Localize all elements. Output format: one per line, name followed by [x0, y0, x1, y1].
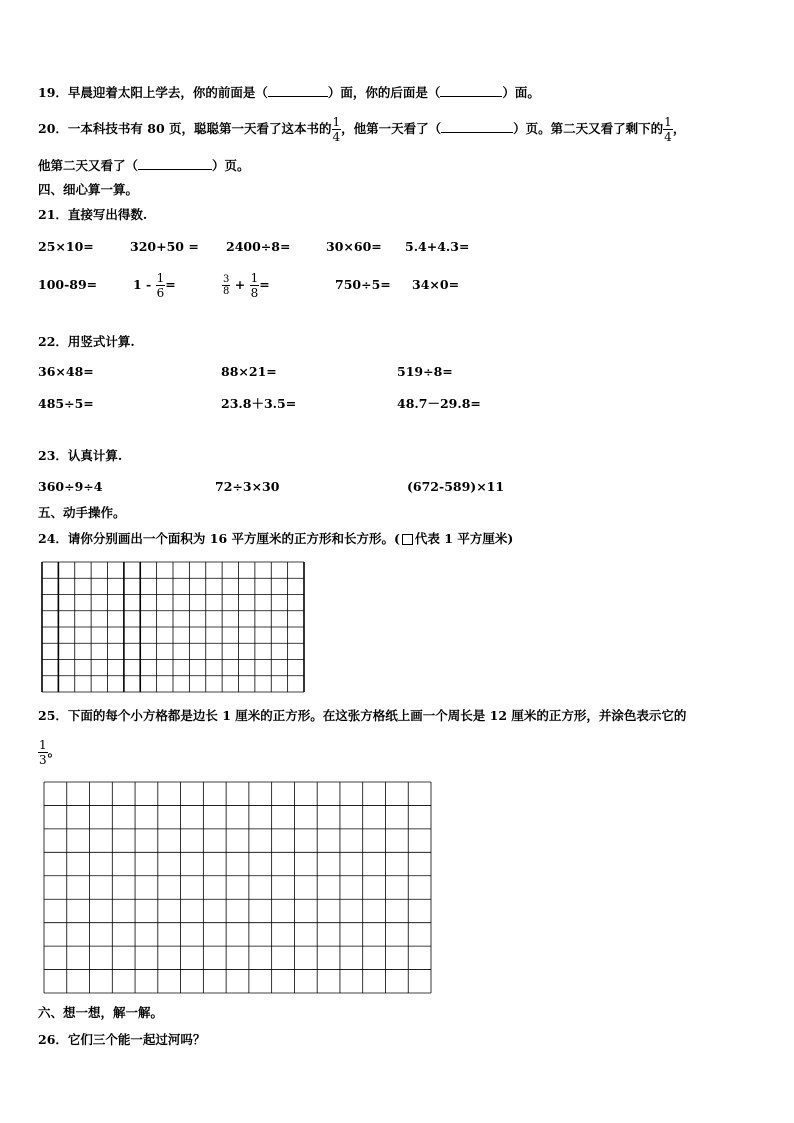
q20-text-b: ，他第一天看了（ [341, 121, 442, 136]
question-25: 25．下面的每个小方格都是边长 1 厘米的正方形。在这张方格纸上画一个周长是 12 厘米的正方形，并涂色表示它的 [38, 708, 687, 723]
q21-r2-c3-fraction-2: $\frac{1}{8}$ [250, 271, 259, 300]
q23-c2: 72÷3×30 [215, 479, 280, 494]
q22-title: 22．用竖式计算. [38, 334, 135, 349]
q20-text-a: 20．一本科技书有 80 页，聪聪第一天看了这本书的 [38, 121, 332, 136]
question-20 [38, 113, 685, 145]
q21-r2-c2-fraction: $\frac{1}{6}$ [156, 271, 165, 300]
q20-blank-1[interactable] [441, 120, 513, 133]
q21-r1-c4: 30×60= [326, 239, 382, 254]
question-19 [38, 84, 540, 101]
q23-c1: 360÷9÷4 [38, 479, 103, 494]
q21-title: 21．直接写出得数. [38, 207, 148, 222]
q20-blank-2[interactable] [138, 157, 212, 170]
q23-title: 23．认真计算. [38, 448, 123, 463]
q22-r1-c3: 519÷8= [397, 364, 453, 379]
q21-r2-c3-plus: + [234, 277, 246, 292]
q22-r1-c2: 88×21= [221, 364, 277, 379]
q22-r2-c2: 23.8＋3.5= [221, 396, 297, 411]
q21-r1-c2: 320+50 = [130, 239, 199, 254]
q19-text-a: 19．早晨迎着太阳上学去，你的前面是（ [38, 85, 268, 100]
q21-r2-c2 [133, 267, 176, 303]
question-20-line-2 [38, 157, 250, 174]
q25-fraction: $\frac{1}{3}$ [39, 738, 47, 767]
q21-r2-c2-pre: 1 - [133, 277, 152, 292]
q20-text-c: ）页。第二天又看了剩下的 [513, 121, 664, 136]
q21-r1-c1: 25×10= [38, 239, 94, 254]
q21-r1-c3: 2400÷8= [226, 239, 291, 254]
section-5-heading: 五、动手操作。 [38, 505, 126, 520]
q20-line2-b: ）页。 [212, 158, 250, 173]
q19-blank-1[interactable] [268, 84, 328, 97]
q22-r2-c1: 485÷5= [38, 396, 94, 411]
q21-r2-c4: 750÷5= [335, 277, 391, 292]
q24-text: 24．请你分别画出一个面积为 16 平方厘米的正方形和长方形。( [38, 531, 400, 546]
q22-r1-c1: 36×48= [38, 364, 94, 379]
q19-blank-2[interactable] [440, 84, 502, 97]
question-24 [38, 531, 513, 547]
q23-c3: (672-589)×11 [407, 479, 505, 494]
q21-r2-c2-eq: = [165, 277, 176, 292]
q21-r1-c5: 5.4+4.3= [405, 239, 470, 254]
q25-tail: 。 [47, 744, 61, 759]
q25-grid[interactable] [43, 781, 432, 994]
section-6-heading: 六、想一想，解一解。 [38, 1005, 164, 1020]
q24-unit-text: 代表 1 平方厘米) [414, 531, 514, 546]
q22-r2-c3: 48.7－29.8= [397, 396, 481, 411]
q20-line2-a: 他第二天又看了（ [38, 158, 139, 173]
q20-fraction-1: $\frac{1}{4}$ [332, 115, 341, 144]
q24-grid[interactable] [41, 561, 305, 693]
q21-r2-c1: 100-89= [38, 277, 98, 292]
section-4-heading: 四、细心算一算。 [38, 182, 139, 197]
q20-fraction-2: $\frac{1}{4}$ [664, 115, 672, 144]
unit-square-icon [402, 534, 413, 545]
q21-r2-c3 [222, 267, 270, 303]
q20-text-d: ， [672, 121, 686, 136]
q21-r2-c3-fraction-1: $\frac{3}{8}$ [223, 274, 230, 297]
question-26: 26．它们三个能一起过河吗？ [38, 1032, 206, 1047]
q19-text-c: ）面。 [502, 85, 540, 100]
q21-r2-c5: 34×0= [412, 277, 460, 292]
q25-fraction-line [38, 732, 60, 772]
q19-text-b: ）面，你的后面是（ [327, 85, 441, 100]
q21-r2-c3-eq: = [259, 277, 270, 292]
